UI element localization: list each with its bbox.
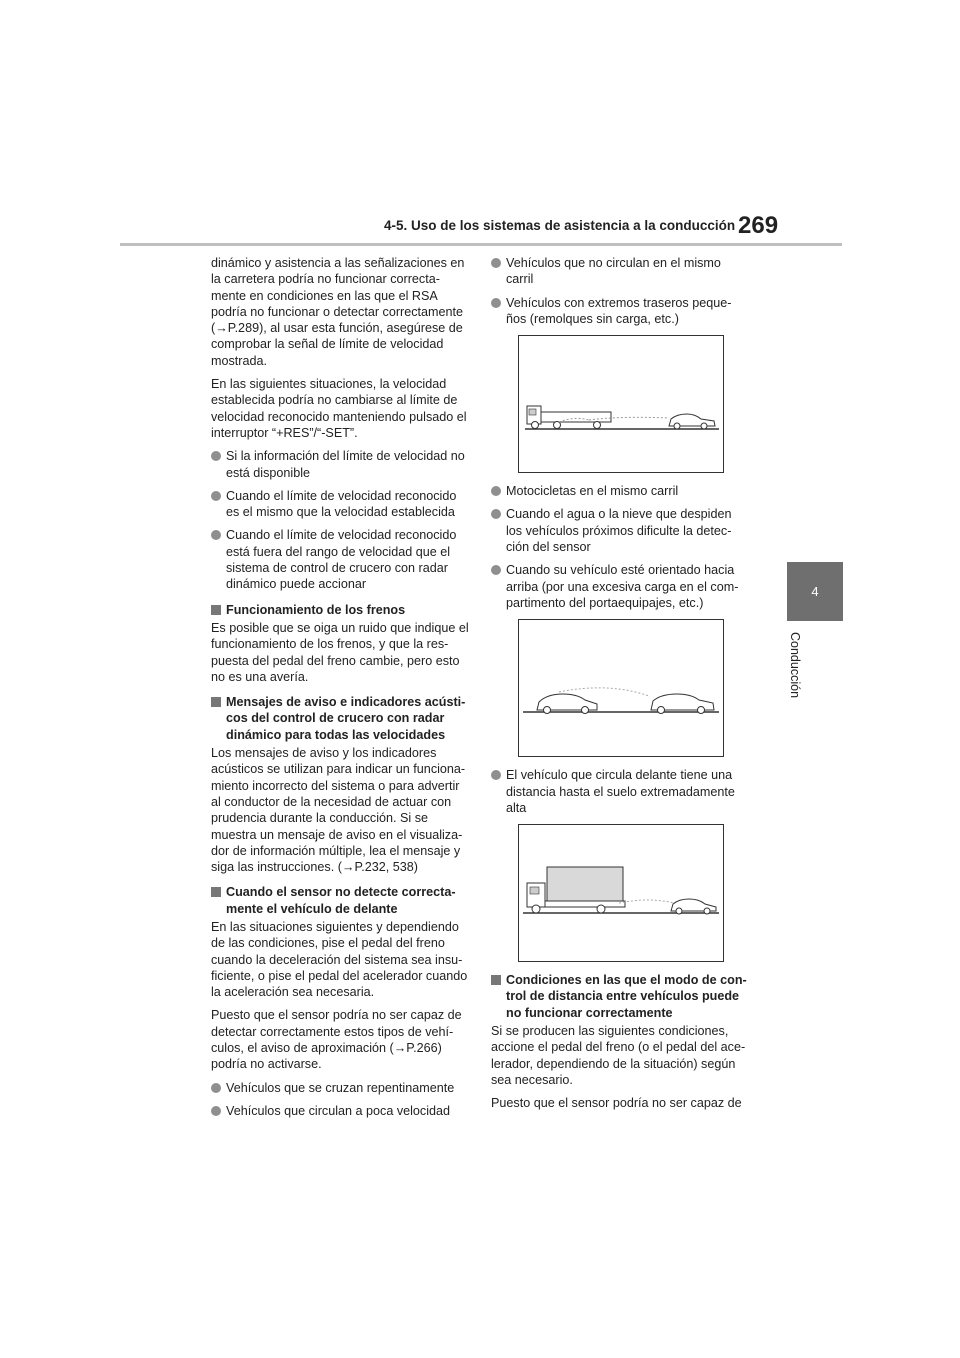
paragraph: Si se producen las siguientes condiciones, accione el pedal del freno (o el pedal del ace- lerador, dependiendo de la situación) según sea necesario. bbox=[491, 1024, 746, 1087]
trailer-car-drawing bbox=[519, 336, 723, 472]
list-item: Cuando su vehículo esté orientado hacia arriba (por una excesiva carga en el com- partimento del portaequipajes, etc.) bbox=[491, 562, 749, 611]
bullet-icon bbox=[211, 491, 221, 501]
chapter-tab[interactable]: 4 bbox=[787, 562, 843, 621]
paragraph: Es posible que se oiga un ruido que indique el funcionamiento de los frenos, y que la res- puesta del pedal del freno cambie, pero esto no es una avería. bbox=[211, 620, 469, 684]
paragraph: dinámico y asistencia a las señalizaciones en la carretera podría no funcionar correcta- mente en condiciones en las que el RSA podría no funcionar o detectar correctamente (→P.289), al usar esta función, asegúrese de comprobar la señal de límite de velocidad mostrada. bbox=[211, 256, 465, 368]
bullet-icon bbox=[491, 565, 501, 575]
illustration-tilted-vehicle bbox=[518, 619, 724, 757]
right-column bbox=[491, 255, 749, 1119]
square-bullet-icon bbox=[491, 975, 501, 985]
section-title: 4-5. Uso de los sistemas de asistencia a la conducción bbox=[384, 218, 736, 233]
list-item: Motocicletas en el mismo carril bbox=[491, 483, 749, 499]
square-bullet-icon bbox=[211, 697, 221, 707]
paragraph: Puesto que el sensor podría no ser capaz de bbox=[491, 1096, 742, 1111]
list-item: Si la información del límite de velocidad no está disponible bbox=[211, 448, 469, 481]
list-item: Cuando el agua o la nieve que despiden los vehículos próximos dificulte la detec- ción del sensor bbox=[491, 506, 749, 555]
paragraph: En las situaciones siguientes y dependiendo de las condiciones, pise el pedal del freno cuando la deceleración del sistema sea insu- ficiente, o pise el pedal del acelerador cuando la aceleración sea necesaria. bbox=[211, 919, 468, 1000]
bullet-icon bbox=[491, 486, 501, 496]
list-item: El vehículo que circula delante tiene una distancia hasta el suelo extremadamente alta bbox=[491, 767, 749, 816]
list-item: Vehículos que se cruzan repentinamente bbox=[211, 1080, 469, 1096]
bullet-icon bbox=[211, 1106, 221, 1116]
square-bullet-icon bbox=[211, 605, 221, 615]
chapter-label: Conducción bbox=[788, 632, 802, 699]
bullet-icon bbox=[211, 530, 221, 540]
paragraph: Puesto que el sensor podría no ser capaz de detectar correctamente estos tipos de vehí- culos, el aviso de aproximación (→P.266) podría no activarse. bbox=[211, 1008, 462, 1072]
bullet-icon bbox=[491, 770, 501, 780]
list-item: Vehículos que no circulan en el mismo carril bbox=[491, 255, 749, 288]
square-bullet-icon bbox=[211, 887, 221, 897]
list-item: Cuando el límite de velocidad reconocido está fuera del rango de velocidad que el sistema de control de crucero con radar dinámico puede accionar bbox=[211, 527, 469, 592]
illustration-high-truck bbox=[518, 824, 724, 962]
two-cars-drawing bbox=[519, 620, 723, 756]
header-divider bbox=[120, 243, 842, 246]
left-column bbox=[211, 255, 469, 1126]
illustration-trailer bbox=[518, 335, 724, 473]
paragraph: En las siguientes situaciones, la velocidad establecida podría no cambiarse al límite de velocidad reconocido manteniendo pulsado el interruptor “+RES”/“-SET”. bbox=[211, 377, 467, 440]
bullet-icon bbox=[491, 509, 501, 519]
section-heading: Funcionamiento de los frenos bbox=[211, 602, 469, 618]
section-heading: Mensajes de aviso e indicadores acústi- cos del control de crucero con radar dinámico para todas las velocidades bbox=[211, 694, 469, 743]
bullet-icon bbox=[491, 298, 501, 308]
section-heading: Cuando el sensor no detecte correcta- mente el vehículo de delante bbox=[211, 884, 469, 917]
truck-car-drawing bbox=[519, 825, 723, 961]
list-item: Vehículos que circulan a poca velocidad bbox=[211, 1103, 469, 1119]
list-item: Cuando el límite de velocidad reconocido es el mismo que la velocidad establecida bbox=[211, 488, 469, 521]
bullet-icon bbox=[491, 258, 501, 268]
paragraph: Los mensajes de aviso y los indicadores acústicos se utilizan para indicar un funciona- miento incorrecto del sistema o para advertir al conductor de la necesidad de actuar con prudencia durante la conducción. Si se muestra un mensaje de aviso en el visualiza- dor de información múltiple, lea el mensaje y siga las instrucciones. (→P.232, 538) bbox=[211, 746, 466, 875]
bullet-icon bbox=[211, 451, 221, 461]
section-heading: Condiciones en las que el modo de con- trol de distancia entre vehículos puede no funcionar correctamente bbox=[491, 972, 749, 1021]
bullet-icon bbox=[211, 1083, 221, 1093]
list-item: Vehículos con extremos traseros peque- ños (remolques sin carga, etc.) bbox=[491, 295, 749, 328]
page-number: 269 bbox=[738, 212, 779, 239]
